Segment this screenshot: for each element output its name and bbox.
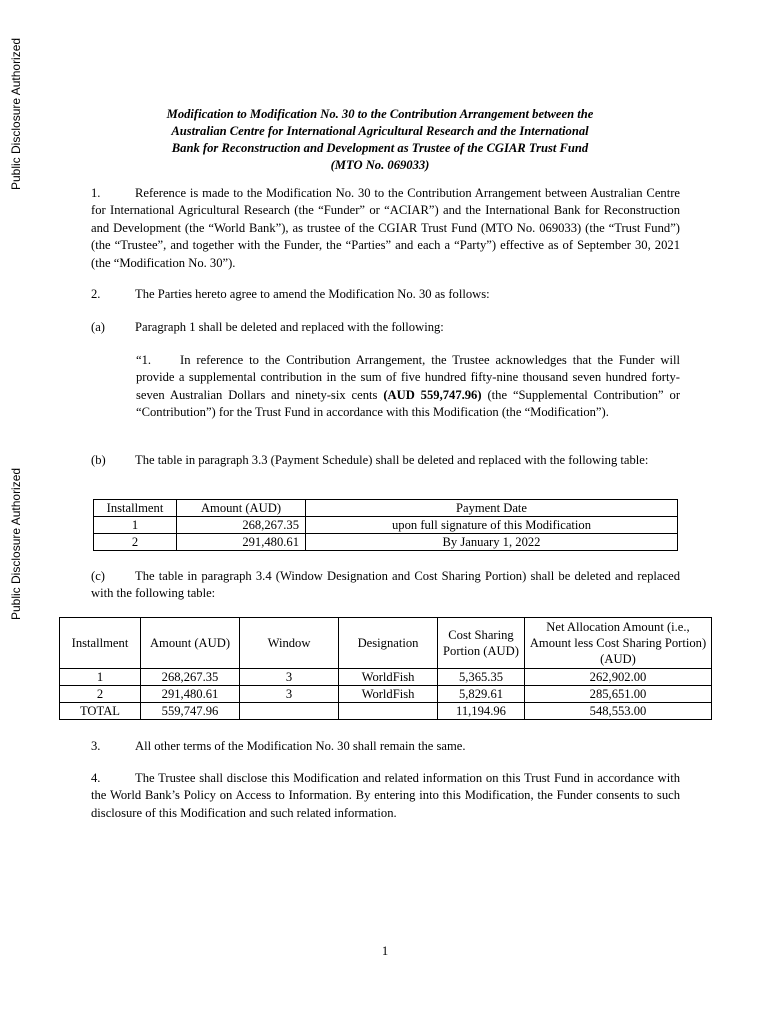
title-line: Australian Centre for International Agricultural Research and the International xyxy=(171,124,589,138)
paragraph-1 xyxy=(91,185,680,272)
cost-sharing-table xyxy=(59,617,712,720)
table-row xyxy=(94,517,678,534)
table-cell: 559,747.96 xyxy=(141,703,240,720)
quote-amount: (AUD 559,747.96) xyxy=(383,387,482,402)
table-header: Window xyxy=(240,618,339,669)
payment-schedule-table xyxy=(93,499,678,551)
paragraph-c xyxy=(91,568,680,603)
paragraph-number: (a) xyxy=(91,320,105,334)
table-row xyxy=(94,534,678,551)
quote-text-before: In reference to the Contribution Arrangement, the Trustee acknowledges that the Funder will provide a supplemental contribution in the sum of five hundred fifty-nine thousand seven hundred forty-seven Australian Dollars and ninety-six cents xyxy=(136,353,680,402)
paragraph-text: All other terms of the Modification No. 30 shall remain the same. xyxy=(135,739,466,753)
table-cell: WorldFish xyxy=(339,669,438,686)
paragraph-3 xyxy=(91,738,466,755)
table-cell: 268,267.35 xyxy=(177,517,306,534)
paragraph-text: The table in paragraph 3.3 (Payment Schedule) shall be deleted and replaced with the following table: xyxy=(135,453,649,467)
table-header: Payment Date xyxy=(306,500,678,517)
quote-text-after: (the “Supplemental Contribution” or “Contribution”) for the Trust Fund in accordance with this Modification (the “Modification”). xyxy=(136,387,681,420)
table-cell: 1 xyxy=(60,669,141,686)
paragraph-text: The Trustee shall disclose this Modification and related information on this Trust Fund in accordance with the World Bank’s Policy on Access to Information. By entering into this Modification, the Funder consents to such disclosure of this Modification and such related information. xyxy=(91,771,680,820)
paragraph-number: 3. xyxy=(91,739,101,753)
table-header-row xyxy=(94,500,678,517)
table-header-row xyxy=(60,618,712,669)
table-cell: 268,267.35 xyxy=(141,669,240,686)
table-cell: 1 xyxy=(94,517,177,534)
table-header: Designation xyxy=(339,618,438,669)
paragraph-text: The Parties hereto agree to amend the Modification No. 30 as follows: xyxy=(135,287,490,301)
table-header: Net Allocation Amount (i.e., Amount less Cost Sharing Portion) (AUD) xyxy=(525,618,712,669)
table-cell: 285,651.00 xyxy=(525,686,712,703)
table-cell: 3 xyxy=(240,669,339,686)
table-header: Amount (AUD) xyxy=(177,500,306,517)
table-cell: 5,365.35 xyxy=(438,669,525,686)
page-number: 1 xyxy=(381,944,389,958)
table-cell: 262,902.00 xyxy=(525,669,712,686)
paragraph-2 xyxy=(91,286,490,303)
paragraph-number: 1. xyxy=(91,186,101,200)
table-cell xyxy=(240,703,339,720)
paragraph-number: 2. xyxy=(91,287,101,301)
table-header: Installment xyxy=(60,618,141,669)
table-header: Amount (AUD) xyxy=(141,618,240,669)
table-cell: WorldFish xyxy=(339,686,438,703)
table-cell: 291,480.61 xyxy=(177,534,306,551)
table-cell: 291,480.61 xyxy=(141,686,240,703)
table-cell: 5,829.61 xyxy=(438,686,525,703)
paragraph-text: Paragraph 1 shall be deleted and replaced with the following: xyxy=(135,320,444,334)
table-cell: 548,553.00 xyxy=(525,703,712,720)
document-title xyxy=(130,106,630,174)
paragraph-4 xyxy=(91,770,680,822)
quoted-paragraph xyxy=(136,352,680,422)
paragraph-a xyxy=(91,319,444,336)
table-row xyxy=(60,669,712,686)
table-header: Cost Sharing Portion (AUD) xyxy=(438,618,525,669)
title-line: Modification to Modification No. 30 to the Contribution Arrangement between the xyxy=(166,107,594,121)
paragraph-number: (b) xyxy=(91,453,106,467)
table-cell: 2 xyxy=(94,534,177,551)
table-cell: TOTAL xyxy=(60,703,141,720)
paragraph-text: The table in paragraph 3.4 (Window Designation and Cost Sharing Portion) shall be deleted and replaced with the following table: xyxy=(91,569,680,601)
table-cell: By January 1, 2022 xyxy=(306,534,678,551)
paragraph-number: “1. xyxy=(136,353,152,367)
title-line: (MTO No. 069033) xyxy=(330,158,430,172)
paragraph-number: (c) xyxy=(91,569,105,583)
table-cell xyxy=(339,703,438,720)
table-cell: upon full signature of this Modification xyxy=(306,517,678,534)
paragraph-text: Reference is made to the Modification No. 30 to the Contribution Arrangement between Australian Centre for International Agricultural Research (the “Funder” or “ACIAR”) and the International Bank for Reconstruction and Development (the “World Bank”), as trustee of the CGIAR Trust Fund (MTO No. 069033) (the “Trust Fund”) (the “Trustee”, and together with the Funder, the “Parties” and each a “Party”) effective as of September 30, 2021 (the “Modification No. 30”). xyxy=(91,186,680,270)
table-cell: 3 xyxy=(240,686,339,703)
paragraph-number: 4. xyxy=(91,771,101,785)
table-cell: 11,194.96 xyxy=(438,703,525,720)
title-line: Bank for Reconstruction and Development as Trustee of the CGIAR Trust Fund xyxy=(171,141,589,155)
table-total-row xyxy=(60,703,712,720)
table-header: Installment xyxy=(94,500,177,517)
paragraph-b xyxy=(91,452,680,469)
table-row xyxy=(60,686,712,703)
table-cell: 2 xyxy=(60,686,141,703)
